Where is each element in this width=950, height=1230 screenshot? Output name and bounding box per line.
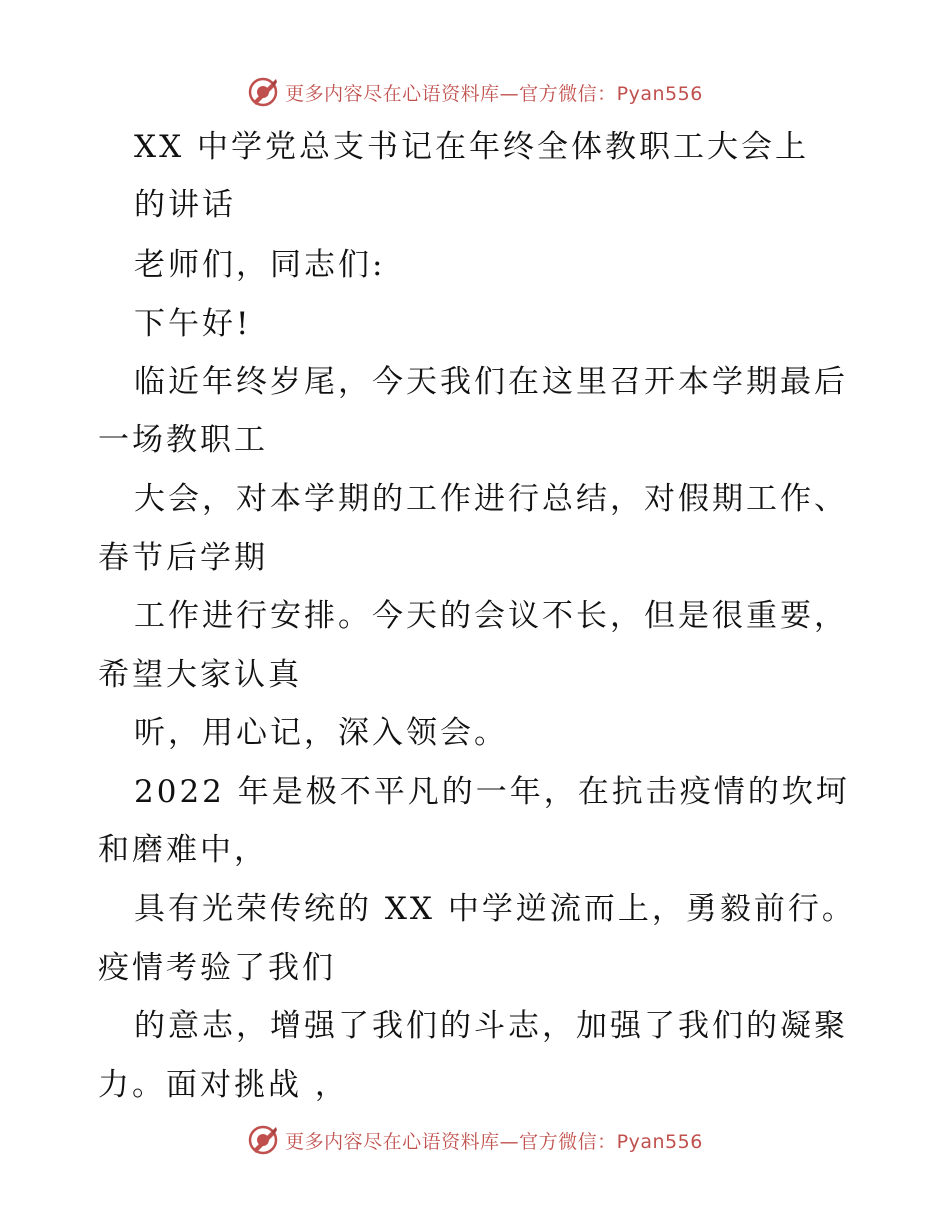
text-line: 2022 年是极不平凡的一年，在抗击疫情的坎坷 (134, 774, 850, 810)
text-line: 的意志，增强了我们的斗志，加强了我们的凝聚 (134, 1008, 848, 1044)
text-line: 和磨难中， (98, 832, 268, 868)
logo-icon (247, 1124, 279, 1156)
text-line: 老师们，同志们: (134, 247, 386, 283)
text-line: 大会，对本学期的工作进行总结，对假期工作、 (134, 481, 848, 517)
text-line: 工作进行安排。今天的会议不长，但是很重要， (134, 598, 848, 634)
text-line: 听，用心记，深入领会。 (134, 715, 508, 751)
footer-watermark (0, 1120, 950, 1160)
header-watermark (0, 72, 950, 112)
text-line: 一场教职工 (98, 422, 268, 458)
text-line: 下午好! (134, 306, 252, 342)
logo-icon (247, 76, 279, 108)
text-line: 力。面对挑战 ， (98, 1067, 349, 1103)
text-line: 疫情考验了我们 (98, 950, 336, 986)
text-line: 临近年终岁尾，今天我们在这里召开本学期最后 (134, 364, 848, 400)
watermark-text: 更多内容尽在心语资料库—官方微信：Pyan556 (285, 1130, 703, 1153)
text-line: XX 中学党总支书记在年终全体教职工大会上 (134, 129, 809, 165)
text-line: 的讲话 (134, 187, 236, 223)
text-line: 春节后学期 (98, 540, 268, 576)
text-line: 具有光荣传统的 XX 中学逆流而上，勇毅前行。 (134, 891, 856, 927)
watermark-text: 更多内容尽在心语资料库—官方微信：Pyan556 (285, 82, 703, 105)
text-line: 希望大家认真 (98, 657, 302, 693)
